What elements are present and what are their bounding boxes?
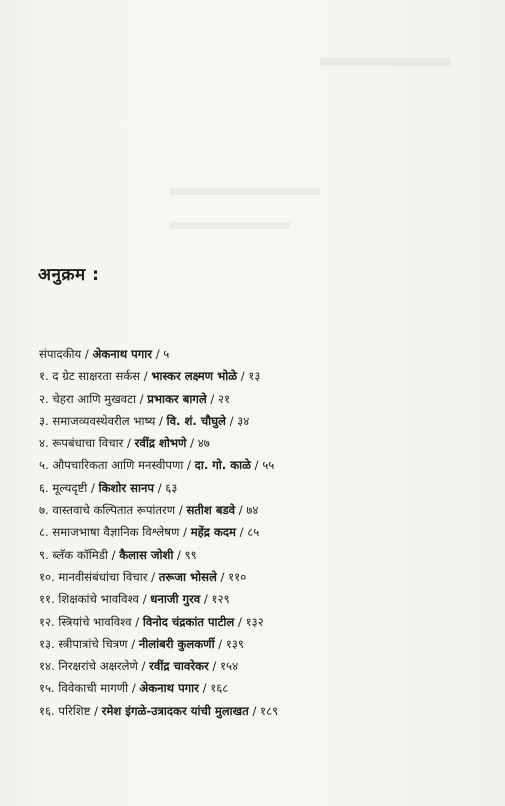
entry-title: १. द ग्रेट साक्षरता सर्कस <box>39 369 141 384</box>
entry-page: ४७ <box>197 436 210 451</box>
toc-entry: १. द ग्रेट साक्षरता सर्कस / भास्कर लक्ष्मण भोळे / १३ <box>39 369 261 384</box>
entry-author: विनोद चंद्रकांत पाटील <box>142 614 235 629</box>
entry-author: रमेश इंगळे-उत्रादकर यांची मुलाखत <box>101 703 249 718</box>
entry-author: रवींद्र चावरेकर <box>149 659 209 674</box>
toc-entry: ८. समाजभाषा वैज्ञानिक विश्लेषण / महेंद्र कदम / ८५ <box>39 525 260 540</box>
toc-entry: ६. मूल्यदृष्टी / किशोर सानप / ६३ <box>39 480 178 495</box>
entry-page: ८५ <box>247 525 260 540</box>
entry-page: ११० <box>228 569 247 584</box>
entry-author: वि. शं. चौघुले <box>166 413 226 428</box>
entry-title: ९. ब्लॅक कॉमिडी <box>39 547 108 562</box>
entry-page: ५ <box>163 347 170 361</box>
show-through-texture <box>170 188 320 195</box>
entry-author: अेकनाथ पगार <box>139 681 199 696</box>
toc-entry: ९. ब्लॅक कॉमिडी / कैलास जोशी / ९९ <box>39 547 197 562</box>
entry-page: १६८ <box>210 681 229 696</box>
entry-title: २. चेहरा आणि मुखवटा <box>39 391 136 406</box>
entry-page: ९९ <box>184 547 197 562</box>
entry-page: १५४ <box>220 659 239 674</box>
entry-author: तरूजा भोसले <box>158 569 217 584</box>
entry-page: १३२ <box>245 614 264 629</box>
toc-entry: १२. स्त्रियांचे भावविश्व / विनोद चंद्रकांत पाटील / १३२ <box>39 614 264 629</box>
entry-page: १३९ <box>225 636 244 651</box>
entry-author: कैलास जोशी <box>119 547 174 562</box>
toc-entry: ४. रूपबंधाचा विचार / रवींद्र शोभणे / ४७ <box>39 436 210 451</box>
toc-heading: अनुक्रम : <box>38 265 100 285</box>
entry-author: किशोर सानप <box>98 480 155 495</box>
entry-author: धनाजी गुरव <box>150 592 201 607</box>
entry-page: १३ <box>248 369 261 384</box>
entry-author: भास्कर लक्ष्मण भोळे <box>151 369 238 384</box>
entry-page: १८९ <box>260 703 279 718</box>
entry-title: ६. मूल्यदृष्टी <box>39 480 88 495</box>
toc-entry: ११. शिक्षकांचे भावविश्व / धनाजी गुरव / १२९ <box>39 592 230 607</box>
entry-author: रवींद्र शोभणे <box>134 436 187 451</box>
toc-entry: ५. औपचारिकता आणि मनस्वीपणा / दा. गो. काळे / ५५ <box>39 458 275 473</box>
entry-page: ५५ <box>262 458 275 473</box>
entry-page: ७४ <box>246 503 259 518</box>
entry-title: ११. शिक्षकांचे भावविश्व <box>39 592 140 607</box>
entry-page: १२९ <box>211 592 230 607</box>
entry-title: १२. स्त्रियांचे भावविश्व <box>39 614 132 629</box>
entry-page: २१ <box>218 391 231 406</box>
entry-title: १४. निरक्षरांचे अक्षरलेणे <box>39 659 138 674</box>
entry-title: १०. मानवीसंबंधांचा विचार <box>39 569 148 584</box>
entry-author: दा. गो. काळे <box>194 458 251 473</box>
entry-title: ४. रूपबंधाचा विचार <box>39 436 124 451</box>
toc-entry: १०. मानवीसंबंधांचा विचार / तरूजा भोसले / ११० <box>39 569 247 584</box>
entry-title: ७. वास्तवाचे कल्पितात रूपांतरण <box>39 503 176 518</box>
show-through-texture <box>170 222 290 229</box>
entry-title: ५. औपचारिकता आणि मनस्वीपणा <box>39 458 184 473</box>
toc-entry: २. चेहरा आणि मुखवटा / प्रभाकर बागले / २१ <box>39 391 231 406</box>
entry-page: ३४ <box>237 413 250 428</box>
entry-title: १५. विवेकाची मागणी <box>39 681 129 696</box>
toc-entry: १६. परिशिष्ट / रमेश इंगळे-उत्रादकर यांची मुलाखत / १८९ <box>39 703 279 718</box>
entry-author: अेकनाथ पगार <box>92 347 153 361</box>
entry-title: १६. परिशिष्ट <box>39 703 91 718</box>
toc-entry: ३. समाजव्यवस्थेवरील भाष्य / वि. शं. चौघुले / ३४ <box>39 413 250 428</box>
entry-author: सतीश बडवे <box>186 503 236 518</box>
show-through-texture <box>320 58 450 66</box>
entry-author: नीलांबरी कुलकर्णी <box>138 636 215 651</box>
toc-entry: संपादकीय / अेकनाथ पगार / ५ <box>39 347 170 361</box>
entry-title: ३. समाजव्यवस्थेवरील भाष्य <box>39 413 156 428</box>
entry-page: ६३ <box>165 480 178 495</box>
toc-entry: १३. स्त्रीपात्रांचे चित्रण / नीलांबरी कुलकर्णी / १३९ <box>39 636 244 651</box>
entry-author: प्रभाकर बागले <box>147 391 207 406</box>
entry-title: १३. स्त्रीपात्रांचे चित्रण <box>39 636 128 651</box>
entry-title: ८. समाजभाषा वैज्ञानिक विश्लेषण <box>39 525 180 540</box>
toc-entry: ७. वास्तवाचे कल्पितात रूपांतरण / सतीश बडवे / ७४ <box>39 503 259 518</box>
toc-entry: १४. निरक्षरांचे अक्षरलेणे / रवींद्र चावरेकर / १५४ <box>39 659 239 674</box>
table-of-contents <box>39 343 499 722</box>
entry-author: महेंद्र कदम <box>190 525 236 540</box>
entry-title: संपादकीय <box>39 347 82 361</box>
toc-entry: १५. विवेकाची मागणी / अेकनाथ पगार / १६८ <box>39 681 229 696</box>
